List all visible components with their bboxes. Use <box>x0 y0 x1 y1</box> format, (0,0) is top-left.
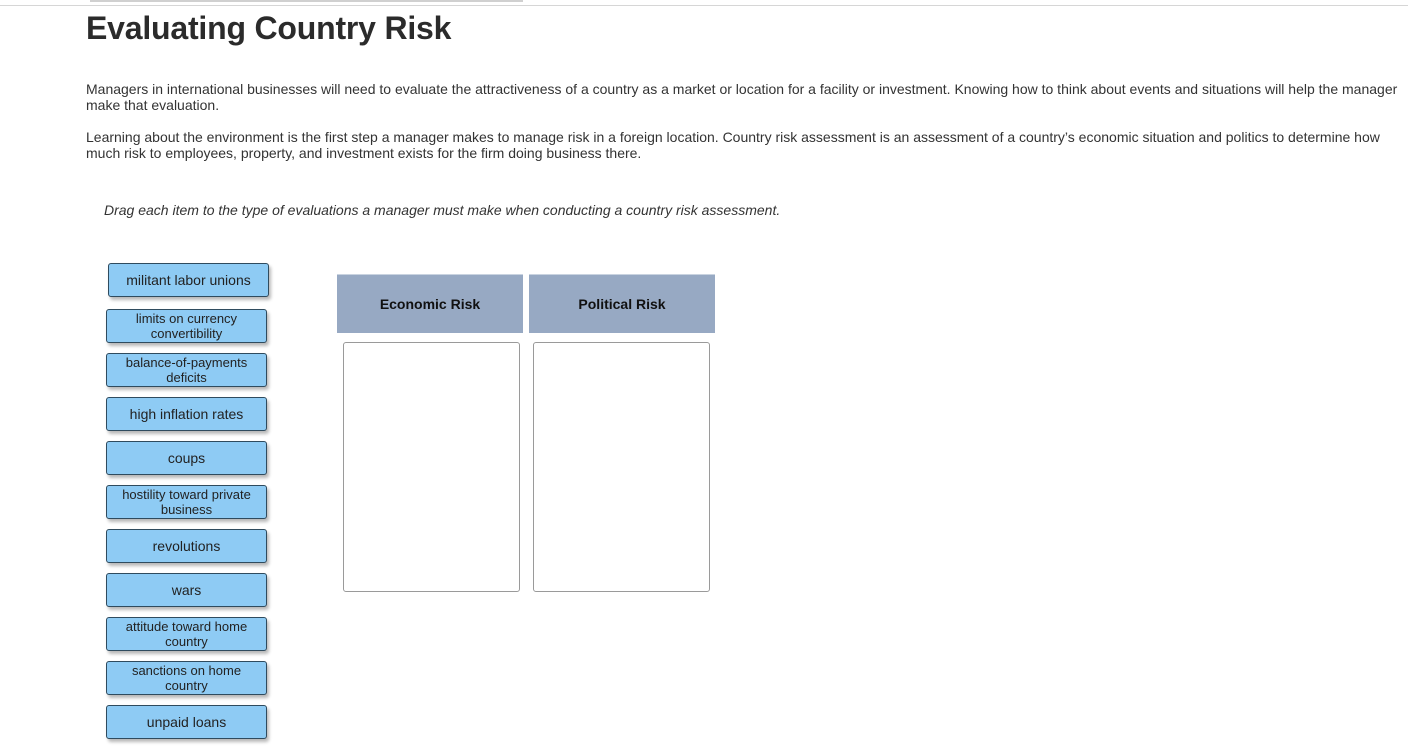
intro-paragraph-1: Managers in international businesses will need to evaluate the attractiveness of a country as a market or location for a facility or investment. Knowing how to think about events and situations will help the manager make that evaluation. <box>86 81 1398 113</box>
top-tab-strip <box>90 0 523 2</box>
drag-item-limits-on-currency-convertibility[interactable]: limits on currency convertibility <box>106 309 267 343</box>
intro-paragraph-2: Learning about the environment is the first step a manager makes to manage risk in a foreign location. Country risk assessment is an assessment of a country’s economic situation and politics to determine how much risk to employees, property, and investment exists for the firm doing business there. <box>86 129 1380 161</box>
drag-item-high-inflation-rates[interactable]: high inflation rates <box>106 397 267 431</box>
drag-item-militant-labor-unions[interactable]: militant labor unions <box>108 263 269 297</box>
economic-risk-dropzone[interactable] <box>343 342 520 592</box>
drag-item-unpaid-loans[interactable]: unpaid loans <box>106 705 267 739</box>
drag-item-hostility-toward-private-business[interactable]: hostility toward private business <box>106 485 267 519</box>
drag-item-sanctions-on-home-country[interactable]: sanctions on home country <box>106 661 267 695</box>
economic-risk-header: Economic Risk <box>337 274 523 333</box>
drag-item-wars[interactable]: wars <box>106 573 267 607</box>
drag-item-revolutions[interactable]: revolutions <box>106 529 267 563</box>
political-risk-header: Political Risk <box>529 274 715 333</box>
page-title: Evaluating Country Risk <box>86 10 452 46</box>
drag-item-balance-of-payments-deficits[interactable]: balance-of-payments deficits <box>106 353 267 387</box>
instruction-text: Drag each item to the type of evaluations a manager must make when conducting a country risk assessment. <box>104 202 781 218</box>
drag-item-attitude-toward-home-country[interactable]: attitude toward home country <box>106 617 267 651</box>
drag-item-coups[interactable]: coups <box>106 441 267 475</box>
top-divider <box>0 5 1408 6</box>
political-risk-dropzone[interactable] <box>533 342 710 592</box>
